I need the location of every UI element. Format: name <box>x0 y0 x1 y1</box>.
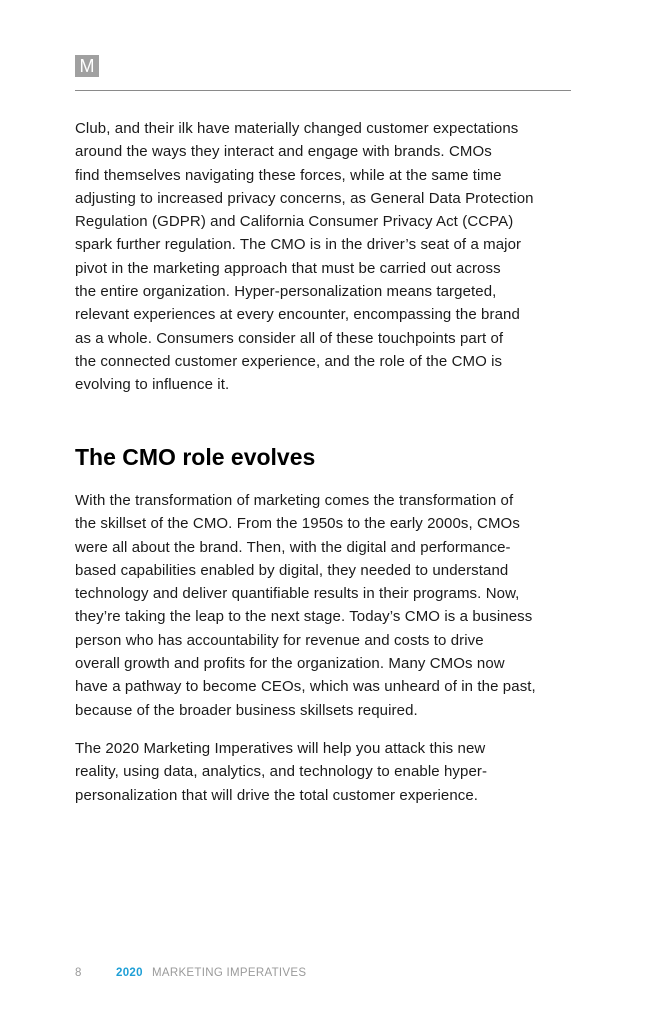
text-line: pivot in the marketing approach that must be carried out across <box>75 259 501 277</box>
text-line: were all about the brand. Then, with the digital and performance- <box>75 538 511 556</box>
text-line: reality, using data, analytics, and technology to enable hyper- <box>75 763 488 781</box>
paragraph-intro <box>75 117 534 397</box>
text-line: the connected customer experience, and the role of the CMO is <box>75 352 503 370</box>
section-heading: The CMO role evolves <box>75 444 316 470</box>
logo: M <box>75 55 99 77</box>
header-divider <box>75 90 571 91</box>
text-line: because of the broader business skillsets required. <box>75 701 418 719</box>
text-line: person who has accountability for revenue and costs to drive <box>75 631 484 649</box>
text-line: based capabilities enabled by digital, they needed to understand <box>75 561 509 579</box>
text-line: relevant experiences at every encounter, encompassing the brand <box>75 306 520 324</box>
text-line: spark further regulation. The CMO is in the driver’s seat of a major <box>75 236 522 254</box>
text-line: around the ways they interact and engage with brands. CMOs <box>75 143 492 161</box>
page-number: 8 <box>75 967 82 979</box>
text-line: the skillset of the CMO. From the 1950s to the early 2000s, CMOs <box>75 515 520 533</box>
footer-year: 2020 <box>116 967 143 979</box>
text-line: Regulation (GDPR) and California Consumer Privacy Act (CCPA) <box>75 213 514 231</box>
paragraph-imperatives <box>75 737 487 807</box>
text-line: find themselves navigating these forces, while at the same time <box>75 166 502 184</box>
text-line: overall growth and profits for the organization. Many CMOs now <box>75 655 505 673</box>
text-line: With the transformation of marketing comes the transformation of <box>75 492 514 509</box>
paragraph-cmo-role <box>75 489 536 722</box>
text-line: evolving to influence it. <box>75 376 230 394</box>
footer-title: MARKETING IMPERATIVES <box>152 967 307 979</box>
text-line: personalization that will drive the total customer experience. <box>75 786 479 804</box>
text-line: technology and deliver quantifiable results in their programs. Now, <box>75 585 520 603</box>
text-line: The 2020 Marketing Imperatives will help you attack this new <box>75 740 486 757</box>
text-line: adjusting to increased privacy concerns, as General Data Protection <box>75 189 534 207</box>
text-line: as a whole. Consumers consider all of these touchpoints part of <box>75 329 504 347</box>
text-line: the entire organization. Hyper-personalization means targeted, <box>75 283 497 301</box>
text-line: they’re taking the leap to the next stage. Today’s CMO is a business <box>75 608 533 626</box>
text-line: Club, and their ilk have materially changed customer expectations <box>75 120 519 137</box>
text-line: have a pathway to become CEOs, which was unheard of in the past, <box>75 678 536 696</box>
